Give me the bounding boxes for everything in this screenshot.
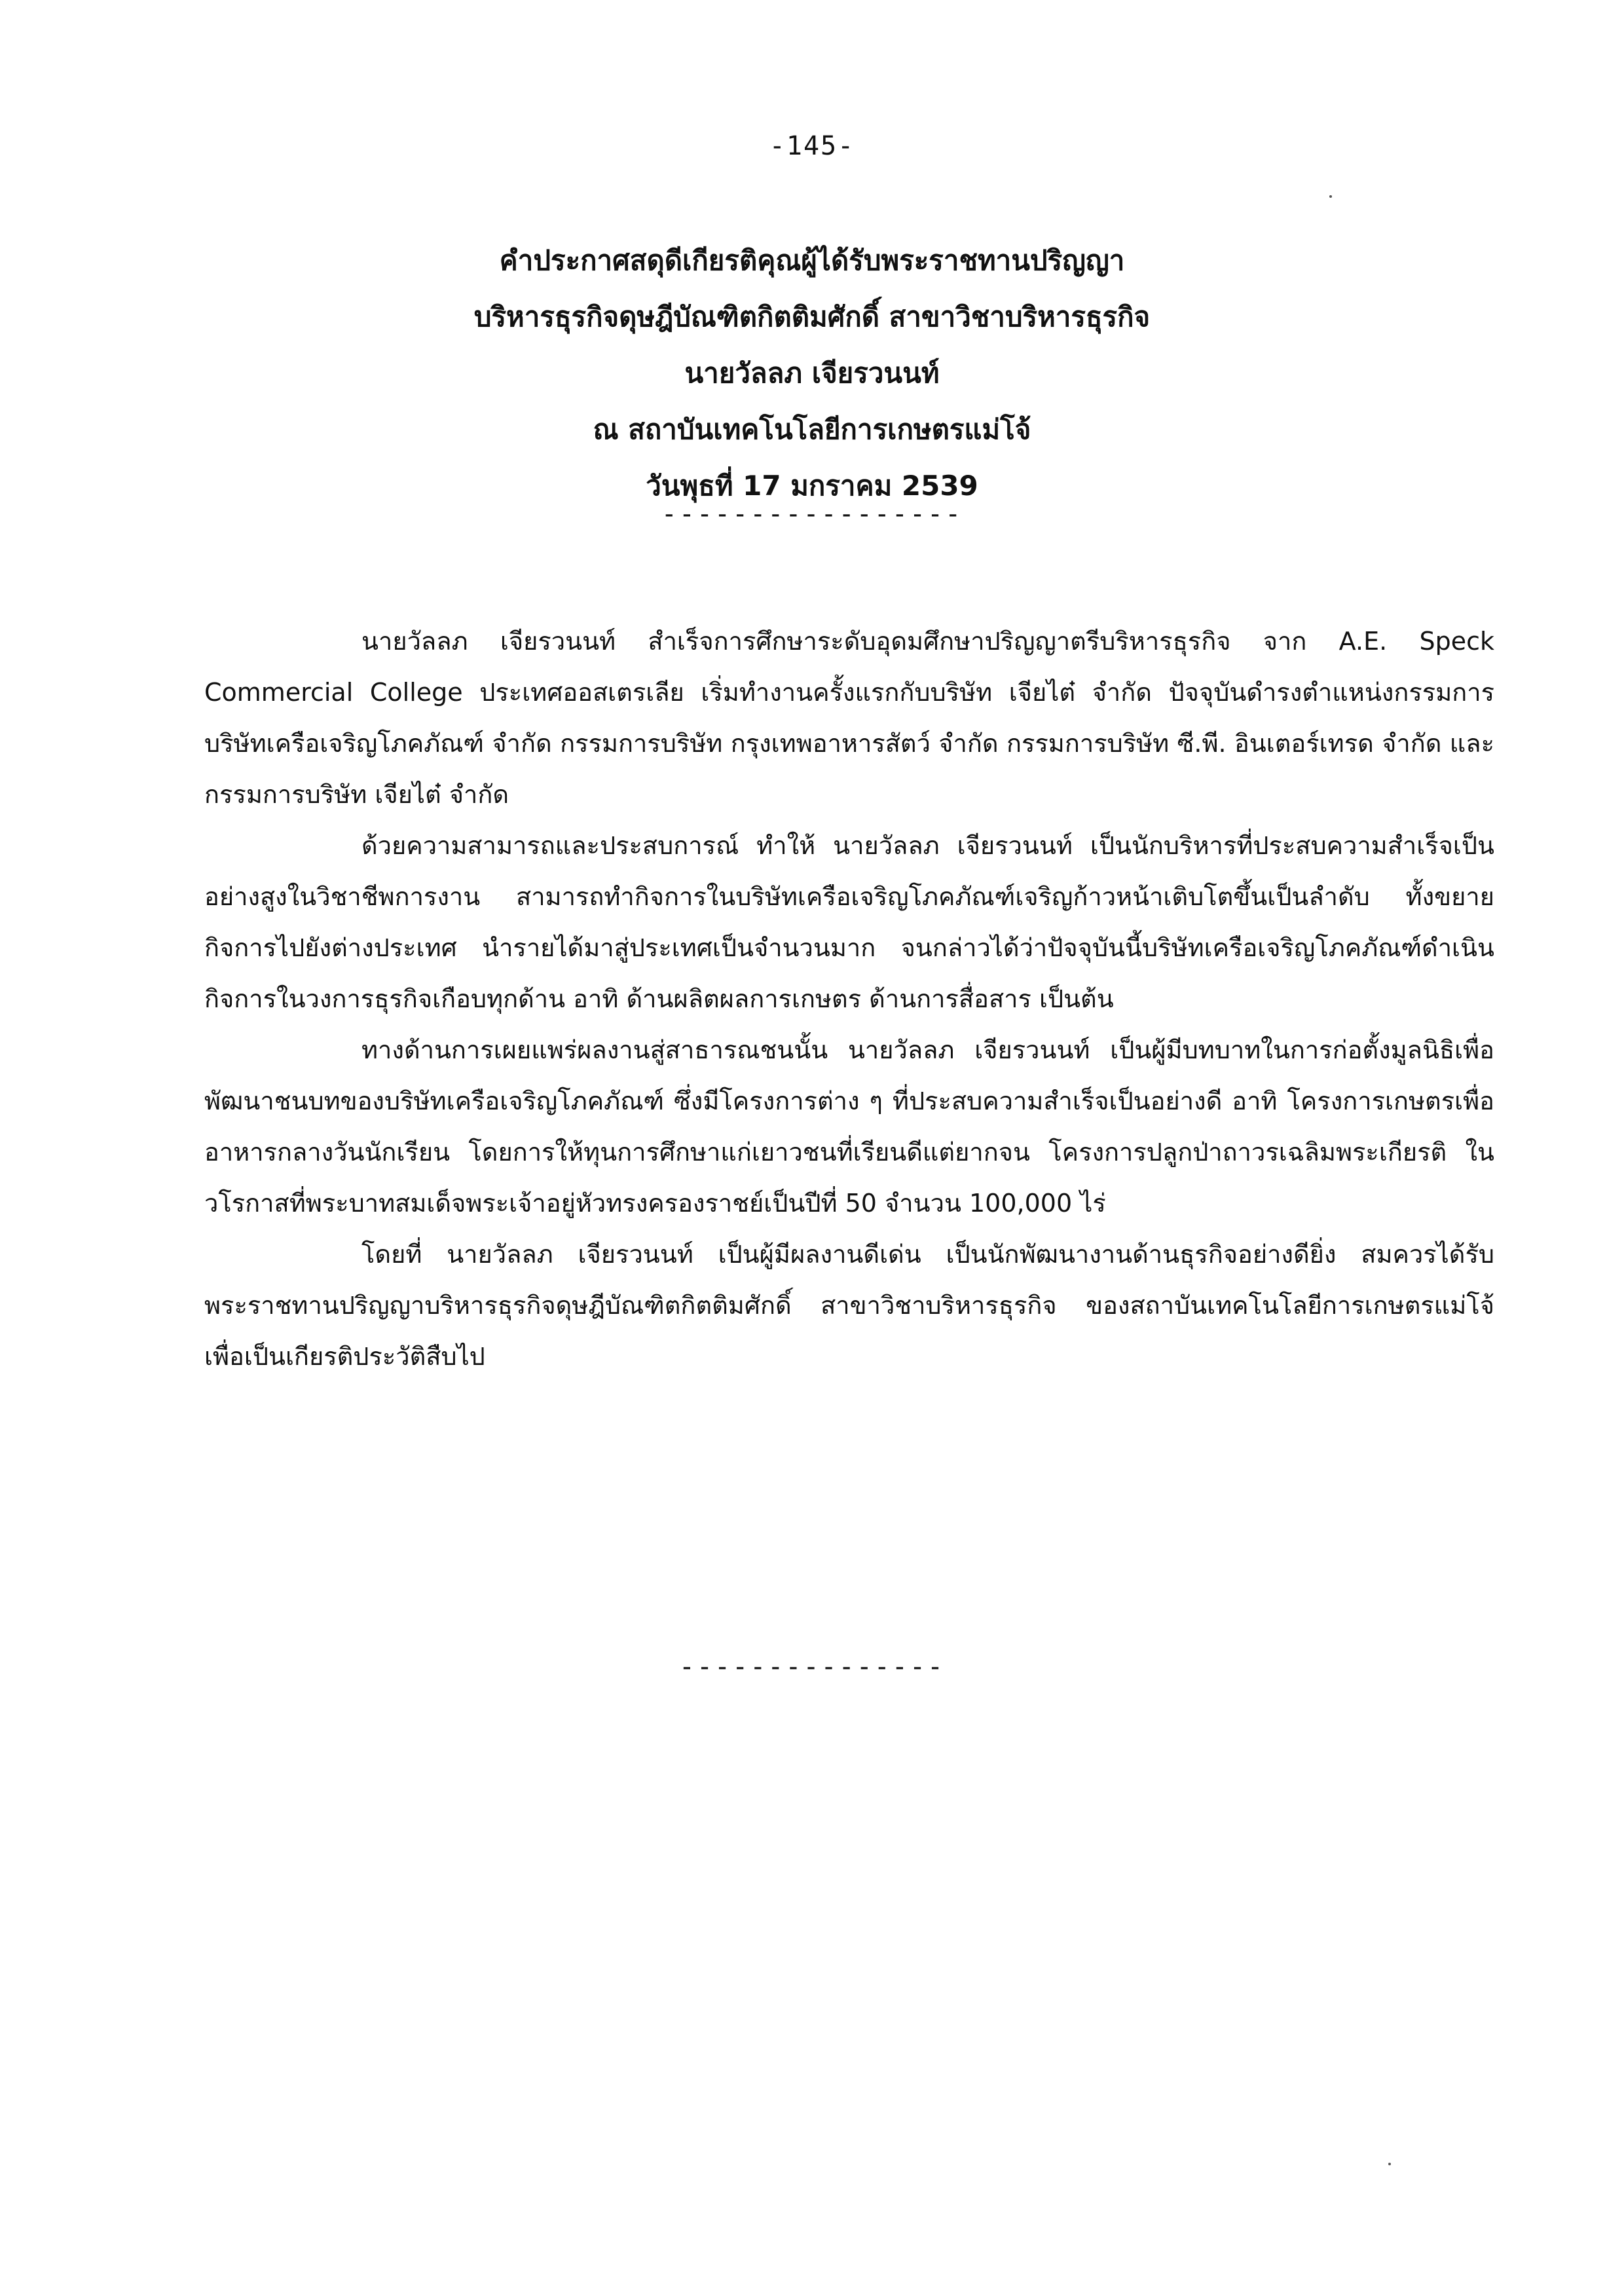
paragraph-conclusion: โดยที่ นายวัลลภ เจียรวนนท์ เป็นผู้มีผลงานดีเด่น เป็นนักพัฒนางานด้านธุรกิจอย่างดียิ่ง สมควรได้รับพระราชทานปริญญาบริหารธุรกิจดุษฎีบัณฑิตกิตติมศักดิ์ สาขาวิชาบริหารธุรกิจ ของสถาบันเทคโนโลยีการเกษตรแม่โจ้ เพื่อเป็นเกียรติประวัติสืบไป — [204, 1240, 1494, 1371]
title-line-institution: ณ สถาบันเทคโนโลยีการเกษตรแม่โจ้ — [593, 413, 1031, 445]
end-separator: --------------- — [678, 1652, 946, 1682]
title-line-heading: คำประกาศสดุดีเกียรติคุณผู้ได้รับพระราชทานปริญญา — [499, 244, 1125, 276]
title-line-recipient: นายวัลลภ เจียรวนนท์ — [684, 357, 940, 389]
citation-body — [204, 616, 1494, 1382]
paragraph-career: ด้วยความสามารถและประสบการณ์ ทำให้ นายวัลลภ เจียรวนนท์ เป็นนักบริหารที่ประสบความสำเร็จเป็นอย่างสูงในวิชาชีพการงาน สามารถทำกิจการในบริษัทเครือเจริญโภคภัณฑ์เจริญก้าวหน้าเติบโตขึ้นเป็นลำดับ ทั้งขยายกิจการไปยังต่างประเทศ นำรายได้มาสู่ประเทศเป็นจำนวนมาก จนกล่าวได้ว่าปัจจุบันนี้บริษัทเครือเจริญโภคภัณฑ์ดำเนินกิจการในวงการธุรกิจเกือบทุกด้าน อาทิ ด้านผลิตผลการเกษตร ด้านการสื่อสาร เป็นต้น — [204, 831, 1494, 1013]
title-line-date: วันพุธที่ 17 มกราคม 2539 — [646, 470, 978, 502]
paragraph-education: นายวัลลภ เจียรวนนท์ สำเร็จการศึกษาระดับอุดมศึกษาปริญญาตรีบริหารธุรกิจ จาก A.E. Speck Commercial College ประเทศออสเตรเลีย เริ่มทำงานครั้งแรกกับบริษัท เจียไต๋ จำกัด ปัจจุบันดำรงตำแหน่งกรรมการบริษัทเครือเจริญโภคภัณฑ์ จำกัด กรรมการบริษัท กรุงเทพอาหารสัตว์ จำกัด กรรมการบริษัท ซี.พี. อินเตอร์เทรด จำกัด และกรรมการบริษัท เจียไต๋ จำกัด — [204, 627, 1494, 809]
title-separator: ----------------- — [661, 499, 963, 529]
paragraph-foundation: ทางด้านการเผยแพร่ผลงานสู่สาธารณชนนั้น นายวัลลภ เจียรวนนท์ เป็นผู้มีบทบาทในการก่อตั้งมูลนิธิเพื่อพัฒนาชนบทของบริษัทเครือเจริญโภคภัณฑ์ ซึ่งมีโครงการต่าง ๆ ที่ประสบความสำเร็จเป็นอย่างดี อาทิ โครงการเกษตรเพื่ออาหารกลางวันนักเรียน โดยการให้ทุนการศึกษาแก่เยาวชนที่เรียนดีแต่ยากจน โครงการปลูกป่าถาวรเฉลิมพระเกียรติ ในวโรกาสที่พระบาทสมเด็จพระเจ้าอยู่หัวทรงครองราชย์เป็นปีที่ 50 จำนวน 100,000 ไร่ — [204, 1036, 1494, 1218]
citation-title — [0, 233, 1624, 514]
page-number: -145- — [769, 131, 855, 161]
title-line-degree: บริหารธุรกิจดุษฎีบัณฑิตกิตติมศักดิ์ สาขาวิชาบริหารธุรกิจ — [473, 301, 1151, 333]
scan-speck — [1329, 195, 1332, 198]
scan-speck — [1388, 2163, 1391, 2165]
